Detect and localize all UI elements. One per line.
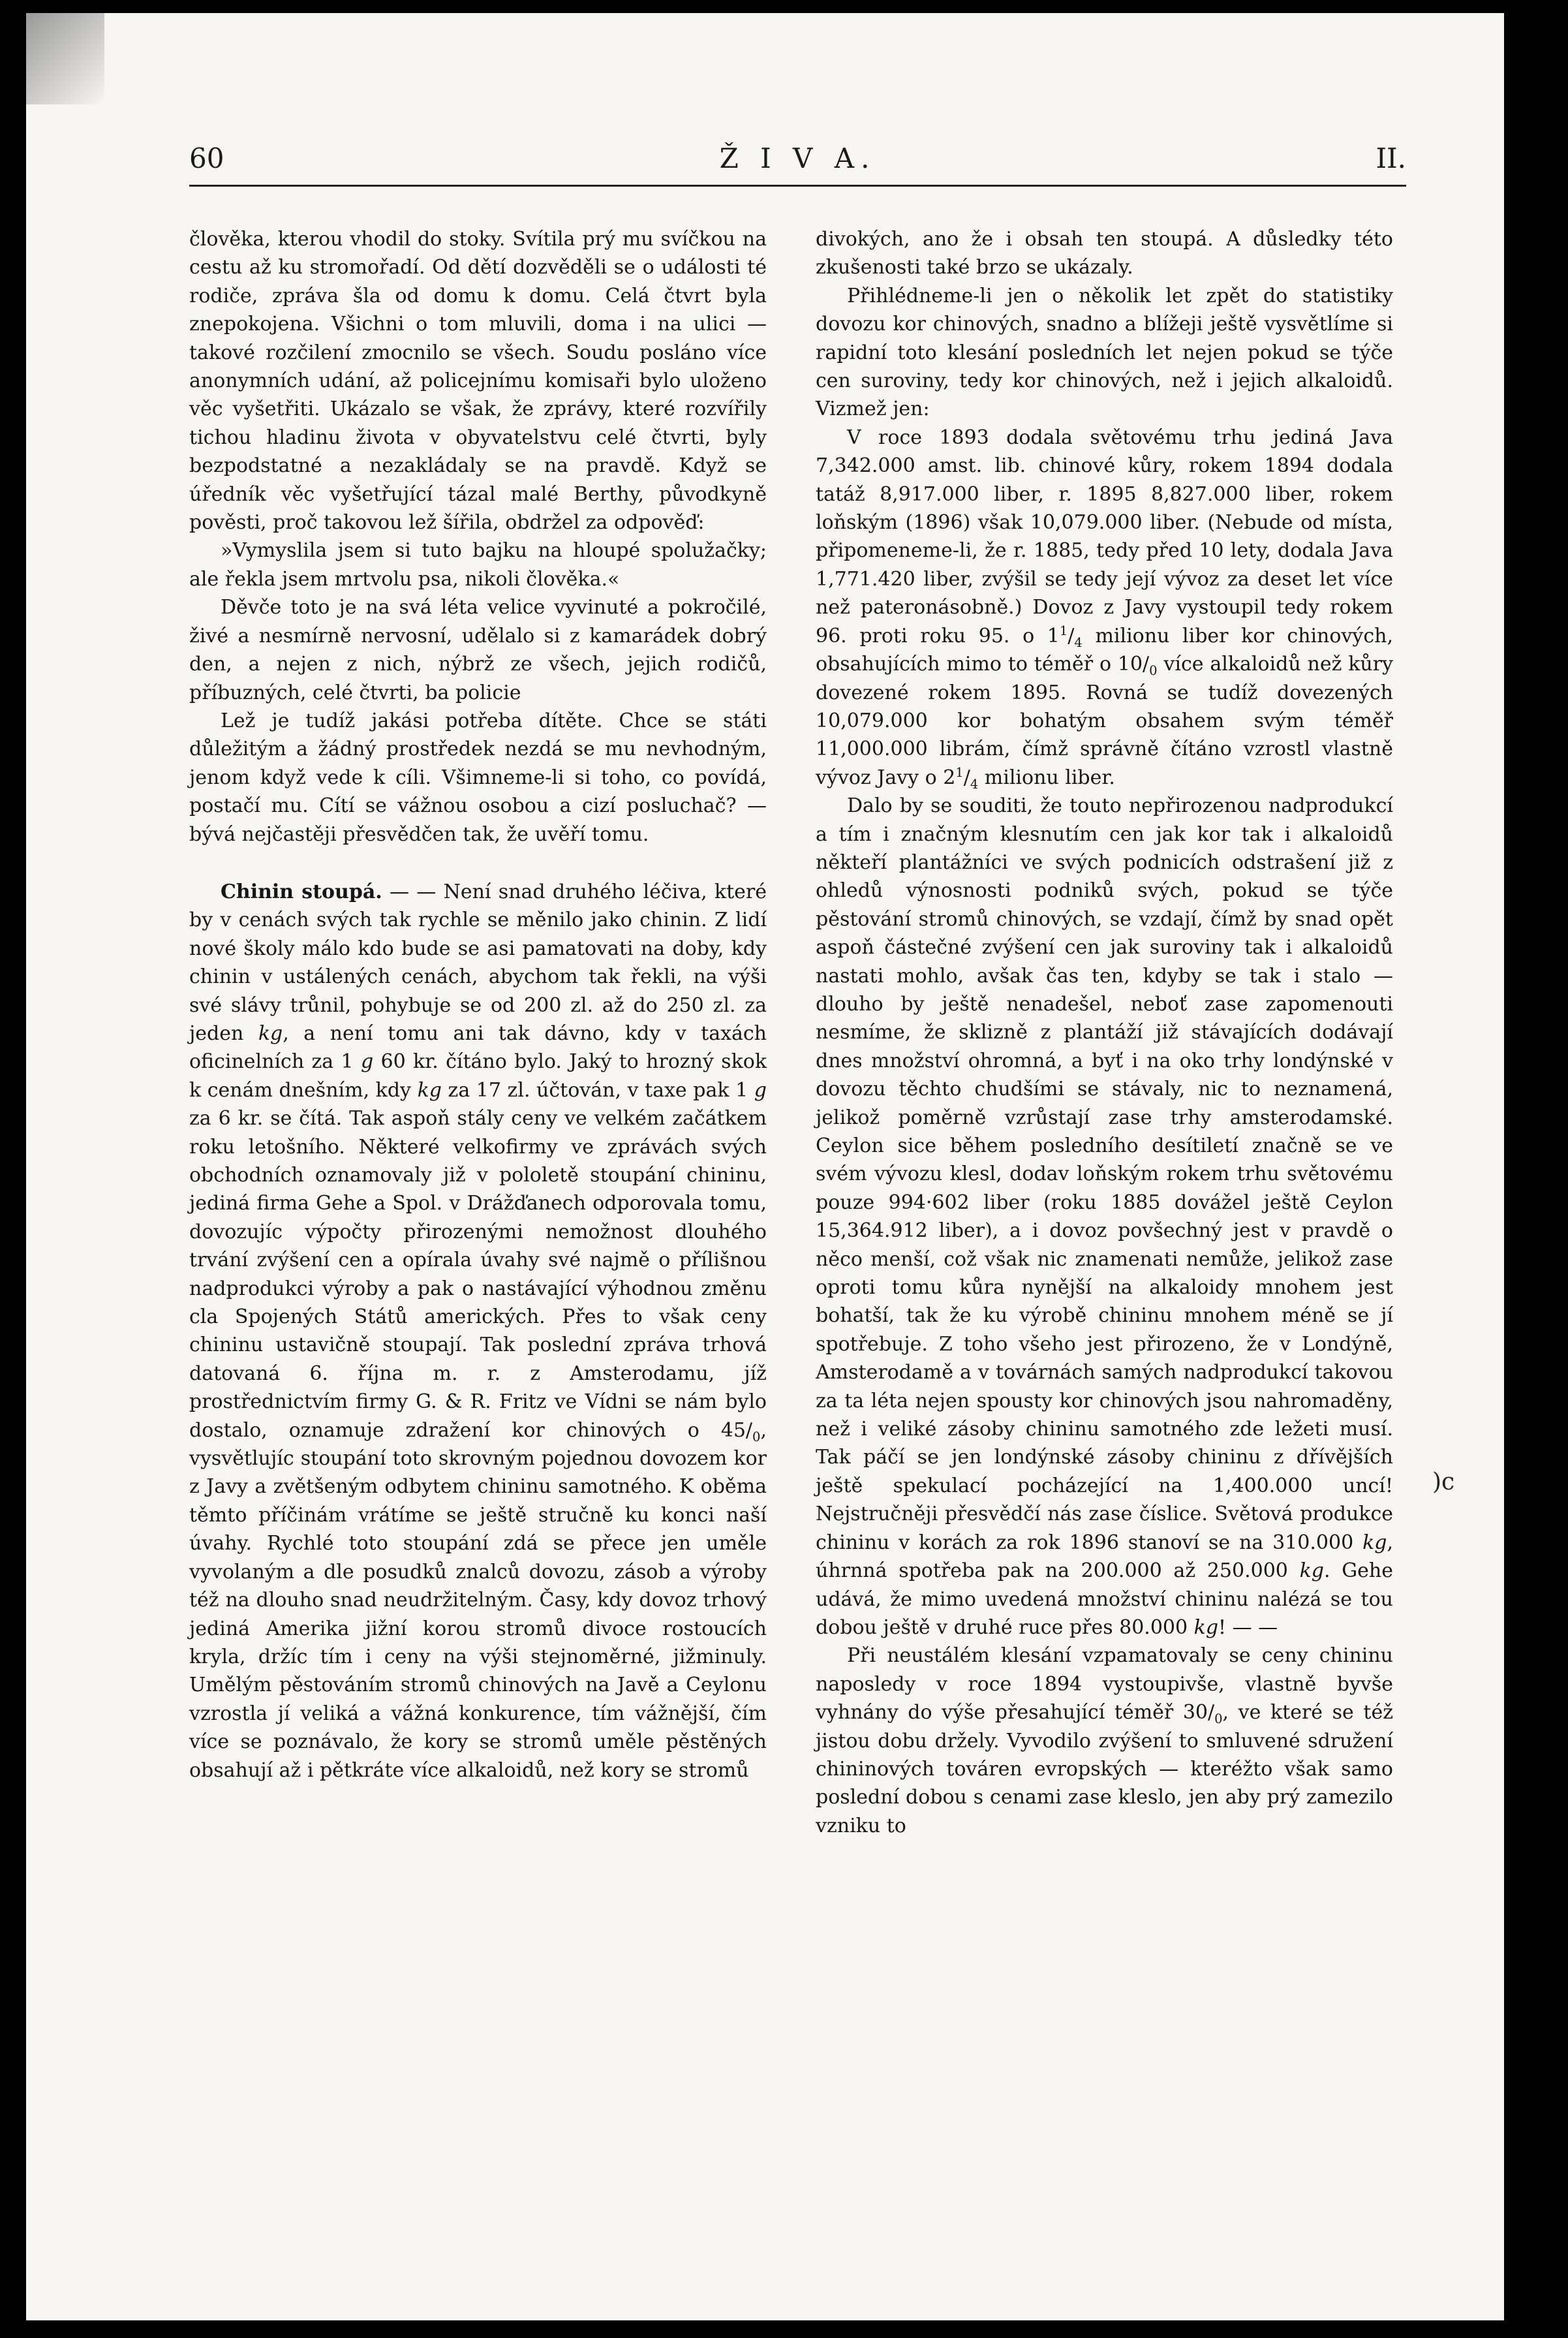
right-column: [816, 225, 1393, 1840]
scan-shadow: [26, 13, 104, 104]
running-header: [189, 142, 1406, 181]
paragraph: Dalo by se souditi, že touto nepřirozenou nadprodukcí a tím i značným klesnutím cen jak kor tak i alkaloidů někteří plantážníci ve svých podnicích odstrašení již z ohledů výnosnosti podniků svých, pokud se týče pěstování stromů chinových, se vzdají, čímž by snad opět aspoň částečné zvýšení cen jak suroviny tak i alkaloidů nastati mohlo, avšak čas ten, kdyby se tak i stalo — dlouho by ještě nenadešel, neboť zase zapomenouti nesmíme, že sklizně z plantáží již stávajících dodávají dnes množství ohromná, a byť i na oko trhy londýnské v dovozu těchto chudšími se stávaly, nic to neznamená, jelikož poměrně vzrůstají zase trhy amsterodamské. Ceylon sice během posledního desítiletí značně se ve svém vývozu klesl, dodav loňským rokem trhu světovému pouze 994·602 liber (roku 1885 dovážel ještě Ceylon 15,364.912 liber), a i dovoz povšechný jest v pravdě o něco menší, což však nic znamenati nemůže, jelikož zase oproti tomu kůra nynější na alkaloidy mnohem jest bohatší, tak že ku výrobě chininu mnohem méně se jí spotřebuje. Z toho všeho jest přirozeno, že v Londýně, Amsterodamě a v továrnách samých nadprodukcí takovou za ta léta nejen spousty kor chinových jsou nahromaděny, než i veliké zásoby chininu samotného zde ležeti musí. Tak páčí se jen londýnské zásoby chininu z dřívějších ještě spekulací pocházející na 1,400.000 uncí! Nejstručněji přesvědčí nás zase číslice. Světová produkce chininu v korách za rok 1896 stanoví se na 310.000 kg, úhrnná spotřeba pak na 200.000 až 250.000 kg. Gehe udává, že mimo uvedená množství chininu nalézá se tou dobou ještě v druhé ruce přes 80.000 kg! — —: [816, 794, 1393, 1639]
paragraph: Lež je tudíž jakási potřeba dítěte. Chce se státi důležitým a žádný prostředek nezdá se mu nevhodným, jenom když vede k cíli. Všimneme-li si toho, co povídá, postačí mu. Cítí se vážnou osobou a cizí posluchač? — bývá nejčastěji přesvědčen tak, že uvěří tomu.: [189, 709, 767, 846]
left-column: [189, 225, 767, 1785]
paragraph: »Vymyslila jsem si tuto bajku na hloupé spolužačky; ale řekla jsem mrtvolu psa, nikoli člověka.«: [189, 539, 767, 591]
journal-title: Ž I V A.: [719, 142, 876, 174]
paragraph: Děvče toto je na svá léta velice vyvinuté a pokročilé, živé a nesmírně nervosní, udělalo si z kamarádek dobrý den, a nejen z nich, nýbrž ze všech, jejich rodičů, příbuzných, celé čtvrti, ba policie: [189, 596, 767, 704]
margin-mark: )c: [1432, 1469, 1455, 1495]
volume-number: II.: [1376, 142, 1406, 174]
paragraph: Při neustálém klesání vzpamatovaly se ceny chininu naposledy v roce 1894 vystoupivše, vlastně byvše vyhnány do výše přesahující téměř $30/_0$, ve které se též jistou dobu držely. Vyvodilo zvýšení to smluvené sdružení chininových továren evropských — kteréžto však samo poslední dobou s cenami zase kleslo, jen aby prý zamezilo vzniku to: [816, 1644, 1393, 1837]
paragraph: divokých, ano že i obsah ten stoupá. A důsledky této zkušenosti také brzo se ukázaly.: [816, 228, 1393, 279]
article-heading: Chinin stoupá.: [221, 880, 382, 903]
article-chinin: Chinin stoupá. — — Není snad druhého léčiva, které by v cenách svých tak rychle se měnilo jako chinin. Z lidí nové školy málo kdo bude se asi pamatovati na doby, kdy chinin v ustálených cenách, abychom tak řekli, na výši své slávy trůnil, pohybuje se od 200 zl. až do 250 zl. za jeden kg, a není tomu ani tak dávno, kdy v taxách oficinelních za 1 g 60 kr. čítáno bylo. Jaký to hrozný skok k cenám dnešním, kdy kg za 17 zl. účtován, v taxe pak 1 g za 6 kr. se čítá. Tak aspoň stály ceny ve velkém začátkem roku letošního. Některé velkofirmy ve zprávách svých obchodních oznamovaly již v pololetě stoupání chininu, jediná firma Gehe a Spol. v Drážďanech odporovala tomu, dovozujíc výpočty přirozenými nemožnost dlouhého trvání zvýšení cen a opírala úvahy své najmě o přílišnou nadprodukci výroby a pak o nastávající výhodnou změnu cla Spojených Států amerických. Přes to však ceny chininu ustavičně stoupají. Tak poslední zpráva trhová datovaná 6. října m. r. z Amsterodamu, jíž prostřednictvím firmy G. & R. Fritz ve Vídni se nám bylo dostalo, oznamuje zdražení kor chinových o $45/_0$, vysvětlujíc stoupání toto skrovným pojednou dovozem kor z Javy a zvětšeným odbytem chininu samotného. K oběma těmto příčinám vrátíme se ještě stručně ku konci naší úvahy. Rychlé toto stoupání zdá se přece jen uměle vyvolaným a dle posudků znalců dovozu, zásob a výroby též na dlouho snad neudržitelným. Časy, kdy dovoz trhový jediná Amerika jižní korou stromů divoce rostoucích kryla, držíc tím i ceny na výši stejnoměrné, jižminuly. Umělým pěstováním stromů chinových na Javě a Ceylonu vzrostla jí veliká a vážná konkurence, tím vážnější, čím více se poznávalo, že kory se stromů uměle pěstěných obsahují až i pětkráte více alkaloidů, než kory se stromů: [189, 880, 767, 1782]
paragraph: člověka, kterou vhodil do stoky. Svítila prý mu svíčkou na cestu až ku stromořadí. Od dětí dozvěděli se o události té rodiče, zpráva šla od domu k domu. Celá čtvrt byla znepokojena. Všichni o tom mluvili, doma i na ulici — takové rozčilení zmocnilo se všech. Soudu posláno více anonymních udání, až policejnímu komisaři bylo uloženo věc vyšetřiti. Ukázalo se však, že zprávy, které rozvířily tichou hladinu života v obyvatelstvu celé čtvrti, byly bezpodstatné a nezakládaly se na pravdě. Když se úředník věc vyšetřující tázal malé Berthy, původkyně pověsti, proč takovou lež šířila, obdržel za odpověď:: [189, 228, 767, 535]
paragraph: V roce 1893 dodala světovému trhu jediná Java 7,342.000 amst. lib. chinové kůry, rokem 1894 dodala tatáž 8,917.000 liber, r. 1895 8,827.000 liber, rokem loňským (1896) však 10,079.000 liber. (Nebude od místa, připomeneme-li, že r. 1885, tedy před 10 lety, dodala Java 1,771.420 liber, zvýšil se tedy její vývoz za deset let více než pateronásobně.) Dovoz z Javy vystoupil tedy rokem 96. proti roku 95. o $1^1/_4$ milionu liber kor chinových, obsahujících mimo to téměř o $10/_0$ více alkaloidů než kůry dovezené rokem 1895. Rovná se tudíž dovezených 10,079.000 kor bohatým obsahem svým téměř 11,000.000 librám, čímž správně čítáno vzrostl vlastně vývoz Javy o $2^1/_4$ milionu liber.: [816, 426, 1394, 792]
header-rule: [189, 185, 1406, 187]
paragraph: Přihlédneme-li jen o několik let zpět do statistiky dovozu kor chinových, snadno a blížeji ještě vysvětlíme si rapidní toto klesání posledních let nejen pokud se týče cen suroviny, tedy kor chinových, než i jejich alkaloidů. Vizmež jen:: [816, 284, 1393, 421]
page-number: 60: [189, 142, 224, 174]
